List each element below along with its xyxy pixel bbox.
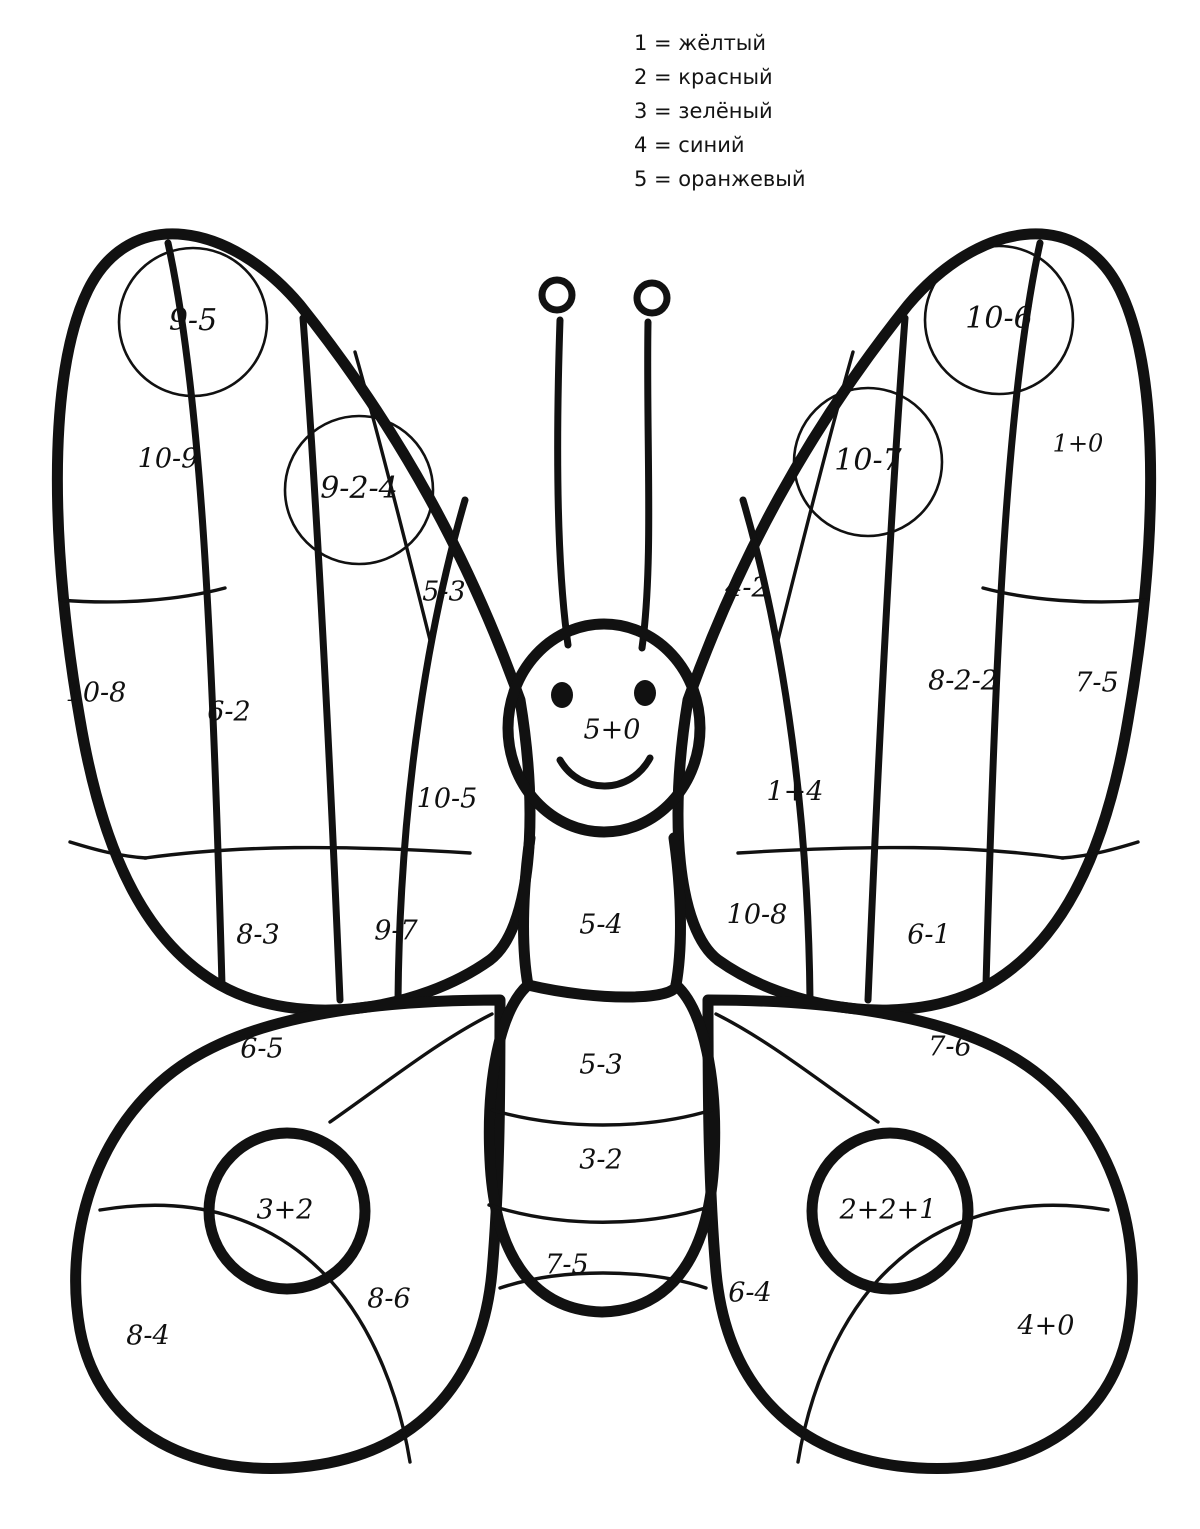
expression-label: 7-6 <box>928 1031 972 1063</box>
right-lower-wing <box>708 1000 1132 1469</box>
expression-label: 5+0 <box>583 714 641 746</box>
expression-label: 8-2-2 <box>928 665 998 697</box>
expression-label: 6-2 <box>207 696 251 728</box>
right-upper-wing <box>678 234 1151 1010</box>
expression-label: 1+0 <box>1052 429 1104 458</box>
expression-label: 8-3 <box>236 919 280 951</box>
expression-label: 2+2+1 <box>839 1194 937 1226</box>
legend-item: 2 = красный <box>634 65 773 89</box>
expression-label: 9-7 <box>374 915 418 947</box>
expression-label: 10-7 <box>834 443 902 478</box>
expression-label: 6-1 <box>907 919 951 951</box>
expression-label: 10-8 <box>65 677 127 709</box>
left-lower-wing <box>76 1000 500 1469</box>
legend-item: 3 = зелёный <box>634 99 773 123</box>
legend-item: 5 = оранжевый <box>634 167 806 191</box>
expression-label: 8-6 <box>367 1283 411 1315</box>
expression-label: 6-5 <box>240 1033 284 1065</box>
expression-label: 4-2 <box>725 572 769 604</box>
expression-label: 5-3 <box>579 1049 623 1081</box>
expression-bubbles <box>119 246 1073 564</box>
antennae <box>542 280 667 648</box>
expression-label: 9-5 <box>168 303 218 338</box>
expression-label: 5-4 <box>579 909 623 941</box>
expression-label: 10-6 <box>965 301 1033 336</box>
legend-item: 4 = синий <box>634 133 745 157</box>
expression-label: 3-2 <box>579 1144 623 1176</box>
expression-label: 7-5 <box>1075 667 1119 699</box>
expression-label: 3+2 <box>256 1194 314 1226</box>
expression-label: 10-9 <box>137 443 199 475</box>
expression-label: 5-3 <box>422 576 466 608</box>
expression-label: 9-2-4 <box>320 471 398 506</box>
expression-label: 7-5 <box>545 1249 589 1281</box>
expression-label: 6-4 <box>728 1277 772 1309</box>
legend-item: 1 = жёлтый <box>634 31 767 55</box>
expression-label: 10-8 <box>726 899 788 931</box>
expression-label: 8-4 <box>126 1320 170 1352</box>
expression-label: 4+0 <box>1017 1310 1075 1342</box>
left-upper-wing <box>57 234 530 1010</box>
expression-label: 10-5 <box>416 783 478 815</box>
expression-label: 1+4 <box>766 776 824 808</box>
